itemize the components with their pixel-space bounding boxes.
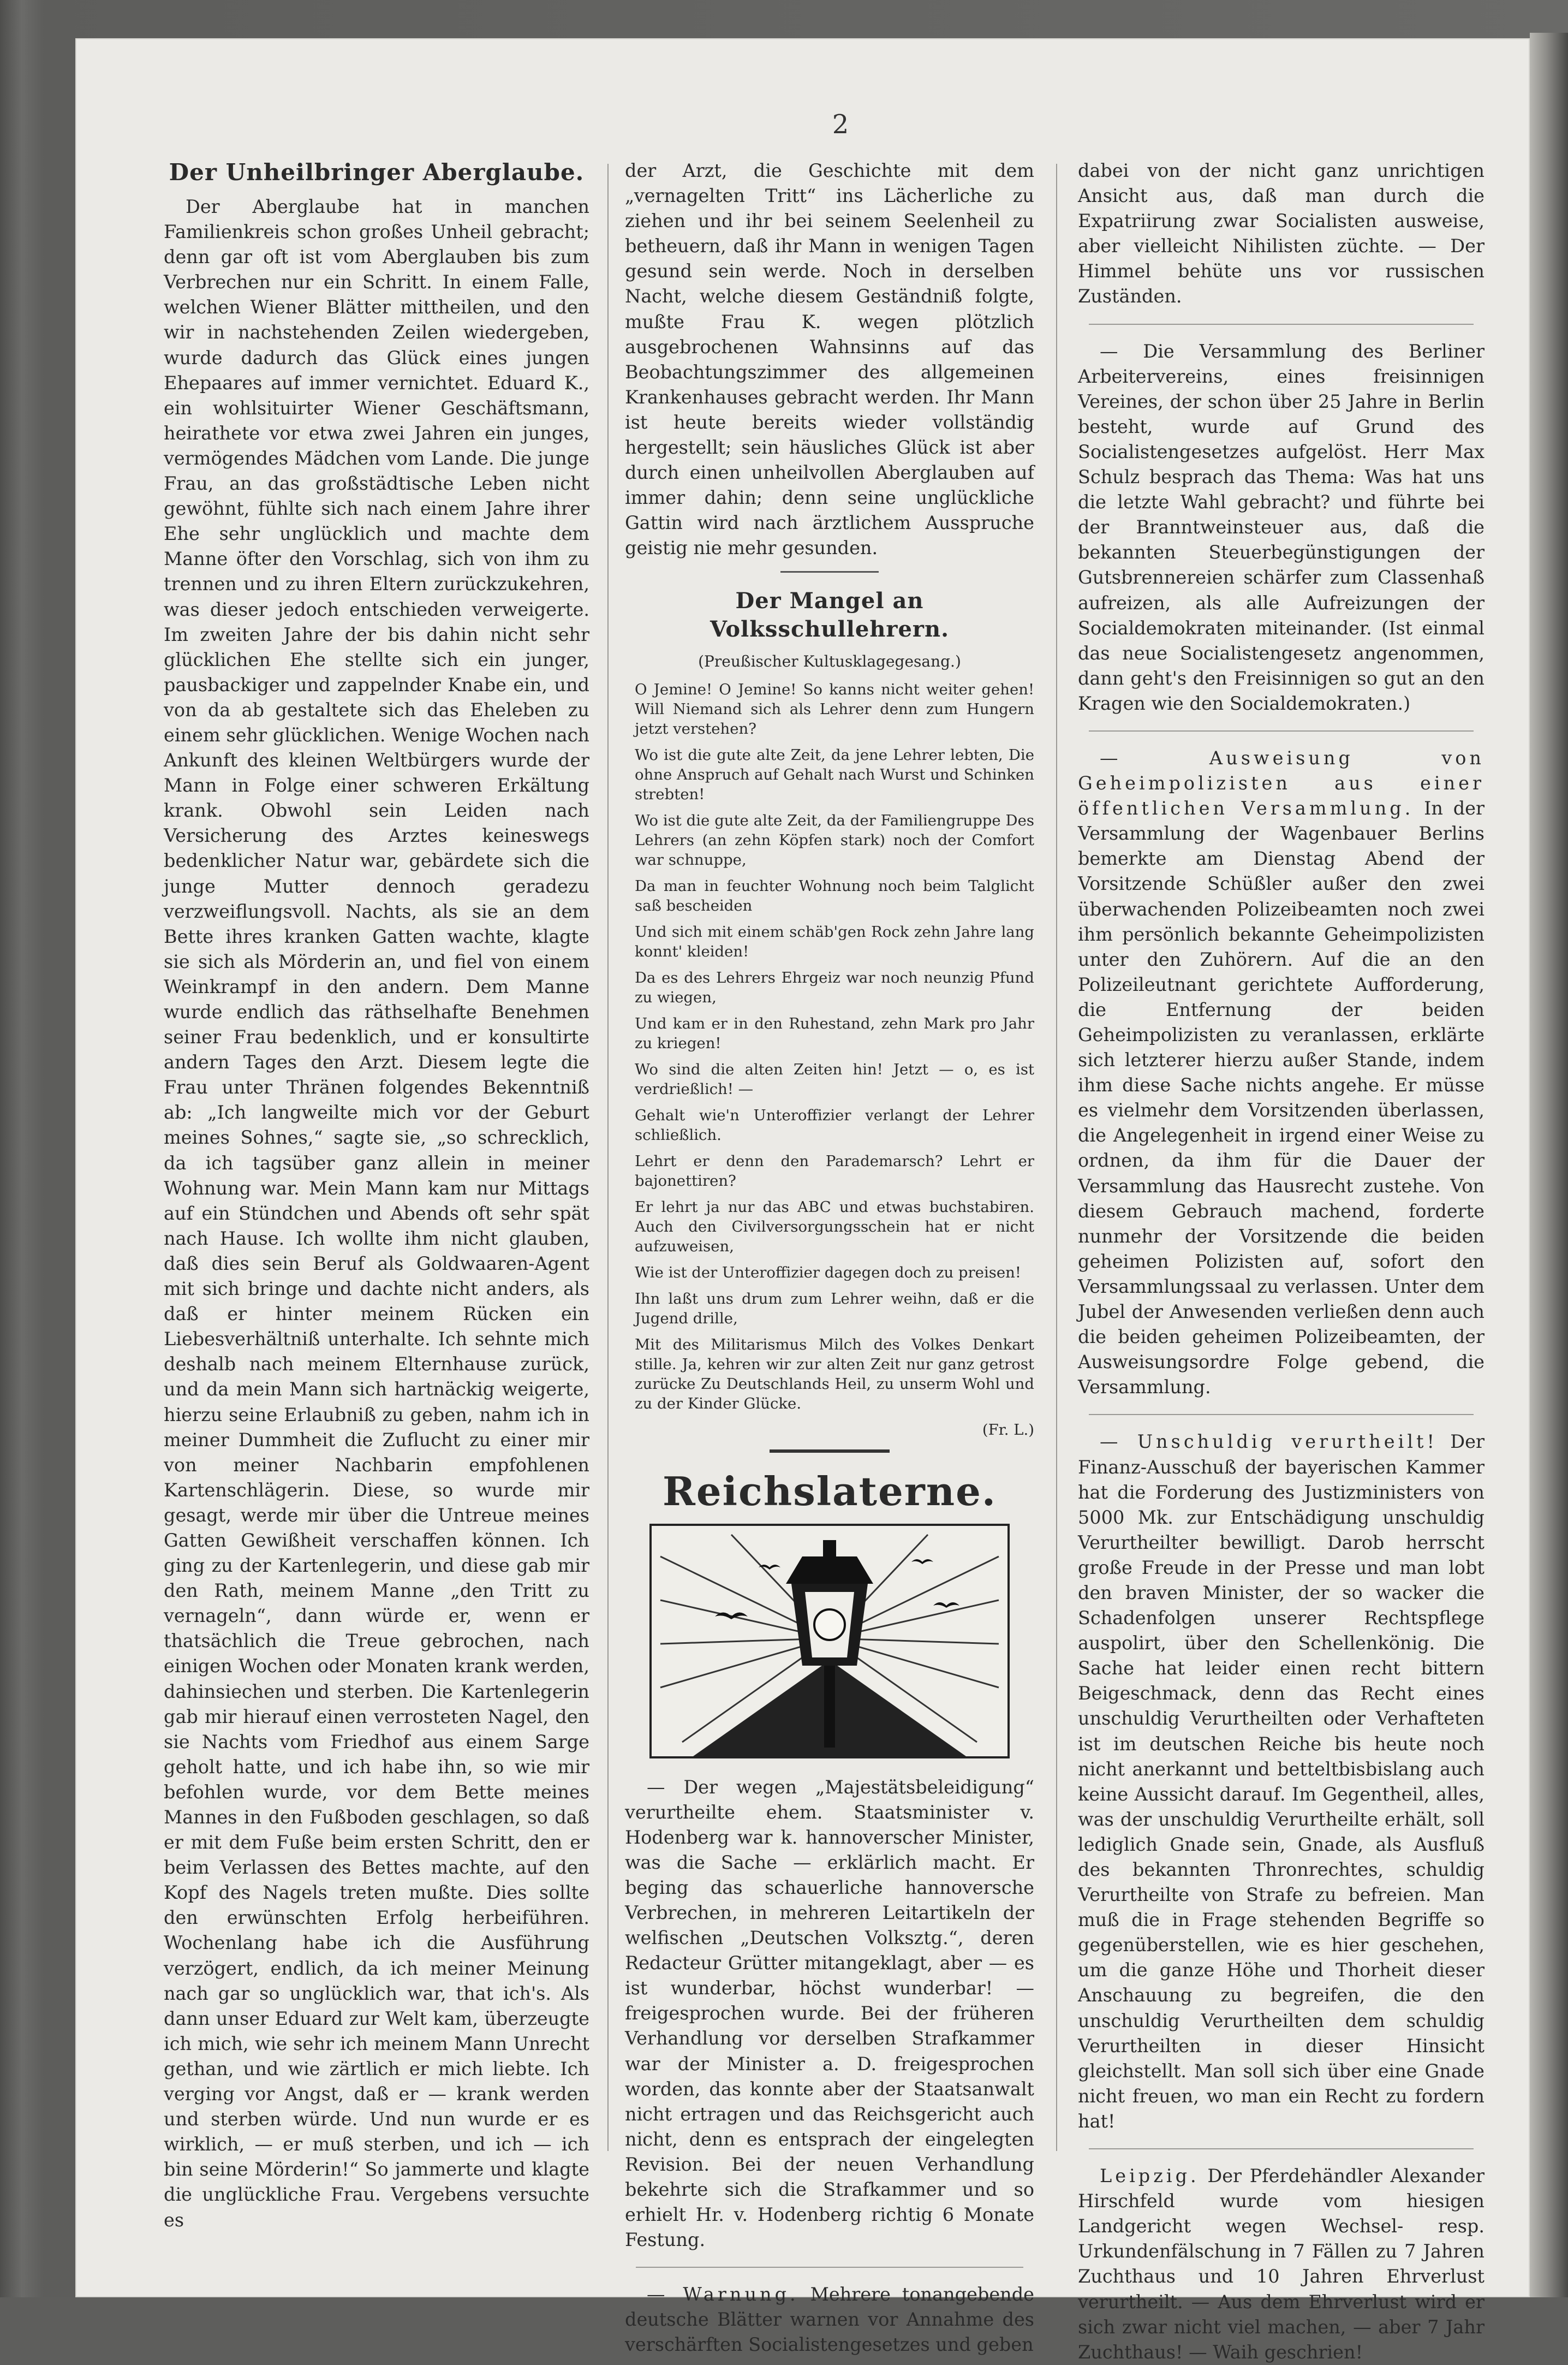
poem-stanza: Lehrt er denn den Parademarsch? Lehrt er bajonettiren? (635, 1152, 1034, 1190)
article-ausweisung-head: — Ausweisung von Geheimpolizisten aus einer öffentlichen Versammlung. (1078, 747, 1484, 819)
article-hodenberg: — Der wegen „Majestätsbeleidigung“ verurtheilte ehem. Staatsminister v. Hodenberg war k. hannoverscher Minister, was die Sache — erklärlich macht. Er beging das schauerliche hannoversche Verbrechen, in mehreren Leitartikeln der welfischen „Deutschen Volksztg.“, deren Redacteur Grütter mitangeklagt, aber — es ist wunderbar, höchst wunderbar! — freigesprochen wurde. Bei der früheren Verhandlung vor derselben Strafkammer war der Minister a. D. freigesprochen worden, das konnte aber der Staatsanwalt nicht ertragen und das Reichsgericht auch nicht, denn es entsprach der eingelegten Revision. Bei der neuen Verhandlung bekehrte sich die Strafkammer und so erhielt Hr. v. Hodenberg richtig 6 Monate Festung. (625, 1776, 1034, 2251)
column-rule-1 (607, 164, 609, 2151)
separator (780, 571, 879, 573)
divider (1089, 324, 1474, 325)
poem-stanza: Wo sind die alten Zeiten hin! Jetzt — o, es ist verdrießlich! — (635, 1060, 1034, 1098)
article-berliner-arbeiterverein: — Die Versammlung des Berliner Arbeitervereins, eines freisinnigen Vereines, der schon über 25 Jahre in Berlin besteht, wurde auf Grund des Socialistengesetzes aufgelöst. Herr Max Schulz besprach das Thema: Was hat uns die letzte Wahl gebracht? und führte bei der Branntweinsteuer aus, daß die bekannten Steuerbegünstigungen der Gutsbrennereien schärfer zum Classenhaß aufreizen, als alle Aufreizungen der Socialdemokraten miteinander. (Ist einmal das neue Socialistengesetz angenommen, dann geht's den Freisinnigen so gut an den Kragen wie den Socialdemokraten.) (1078, 340, 1484, 714)
poem-stanza: Gehalt wie'n Unteroffizier verlangt der Lehrer schließlich. (635, 1106, 1034, 1144)
page-edge (1530, 33, 1568, 2297)
article-leipzig-body: Der Pferdehändler Alexander Hirschfeld wurde vom hiesigen Landgericht wegen Wechsel- resp. Urkundenfälschung in 7 Fällen zu 7 Jahren Zuchthaus und 10 Jahren Ehrverlust verurtheilt. — Aus dem Ehrverlust wird er sich zwar nicht viel machen, — aber 7 Jahr Zuchthaus! — Waih geschrien! (1078, 2165, 1485, 2363)
article-ausweisung-body: In der Versammlung der Wagenbauer Berlins bemerkte am Dienstag Abend der Vorsitzende Schüßler außer den zwei überwachenden Polizeibeamten noch zwei ihm persönlich bekannte Geheimpolizisten unter den Zuhörern. Auf die an den Polizeileutnant gerichtete Aufforderung, die Entfernung der beiden Geheimpolizisten zu veranlassen, erklärte sich letzterer hierzu außer Stande, indem ihm diese Sache nichts angehe. Er müsse es vielmehr dem Vorsitzenden überlassen, die Angelegenheit in irgend einer Weise zu ordnen, da ihm für die Dauer der Versammlung das Hausrecht zustehe. Von diesem Gebrauch machend, forderte nunmehr der Vorsitzende die beiden geheimen Polizisten auf, sofort den Versammlungssaal zu verlassen. Unter dem Jubel der Anwesenden verließen denn auch die beiden geheimen Polizeibeamten, der Ausweisungsordre Folge gebend, die Versammlung. (1078, 798, 1484, 1398)
poem-stanza: Wo ist die gute alte Zeit, da jene Lehrer lebten, Die ohne Anspruch auf Gehalt nach Wurst und Schinken strebten! (635, 746, 1034, 803)
article-continuation-warnung: dabei von der nicht ganz unrichtigen Ansicht aus, daß man durch die Expatriirung zwar Socialisten ausweise, aber vielleicht Nihilisten züchte. — Der Himmel behüte uns vor russischen Zuständen. (1078, 160, 1484, 307)
feature-title-reichslaterne: Reichslaterne. (663, 1467, 997, 1514)
poem-signature: (Fr. L.) (982, 1421, 1034, 1439)
column-1 (164, 158, 589, 2233)
poem (625, 680, 1034, 1440)
poem-stanza: Und sich mit einem schäb'gen Rock zehn Jahre lang konnt' kleiden! (635, 923, 1034, 960)
article-warnung-body: Mehrere tonangebende deutsche Blätter warnen vor Annahme des verschärften Socialistengesetzes und geben (625, 2284, 1035, 2356)
divider (1089, 730, 1474, 732)
column-3 (1078, 158, 1484, 2365)
column-2 (625, 158, 1034, 2358)
poem-stanza: Wie ist der Unteroffizier dagegen doch zu preisen! (635, 1263, 1021, 1281)
divider (1089, 2148, 1474, 2149)
poem-subtitle: (Preußischer Kultusklagegesang.) (698, 652, 961, 670)
article-leipzig (1078, 2164, 1484, 2365)
divider (636, 2267, 1023, 2268)
article-unschuldig-head: — Unschuldig verurtheilt! (1100, 1431, 1438, 1453)
street-lamp-icon (649, 1524, 1010, 1758)
poem-title: Der Mangel an Volksschullehrern. (710, 587, 950, 642)
poem-stanza: Mit des Militarismus Milch des Volkes Denkart stille. Ja, kehren wir zur alten Zeit nur ganz getrost zurücke Zu Deutschlands Heil, zu unserm Wohl und zu der Kinder Glücke. (635, 1335, 1034, 1412)
article-warnung (625, 2282, 1034, 2357)
column-rule-2 (1056, 164, 1057, 2151)
article-unschuldig (1078, 1429, 1484, 2134)
poem-stanza: Wo ist die gute alte Zeit, da der Familiengruppe Des Lehrers (an zehn Köpfen stark) noch der Comfort war schnuppe, (635, 811, 1034, 869)
divider (1089, 1414, 1474, 1415)
poem-stanza: Er lehrt ja nur das ABC und etwas buchstabiren. Auch den Civilversorgungsschein hat er nicht aufzuweisen, (635, 1198, 1034, 1255)
article-title-aberglaube: Der Unheilbringer Aberglaube. (169, 159, 585, 186)
separator-thick (770, 1449, 890, 1453)
article-leipzig-head: Leipzig. (1100, 2165, 1200, 2187)
article-continuation-aberglaube: der Arzt, die Geschichte mit dem „vernagelten Tritt“ ins Lächerliche zu ziehen und ihr bei seinem Seelenheil zu betheuern, daß ihr Mann in wenigen Tagen gesund sein werde. Noch in derselben Nacht, welche diesem Geständniß folgte, mußte Frau K. wegen plötzlich ausgebrochenen Wahnsinns auf das Beobachtungszimmer des allgemeinen Krankenhauses gebracht werden. Ihr Mann ist heute bereits wieder vollständig hergestellt; sein häusliches Glück ist aber durch einen unheilvollen Aberglauben auf immer dahin; denn seine unglückliche Gattin wird nach ärztlichem Ausspruche geistig nie mehr gesunden. (625, 160, 1034, 559)
article-unschuldig-body: Der Finanz-Ausschuß der bayerischen Kammer hat die Forderung des Justizministers von 5000 Mk. zur Entschädigung unschuldig Verurtheilter bewilligt. Darob herrscht große Freude in der Presse und man lobt den braven Minister, der so wacker die Schadenfolgen unserer Rechtspflege auspolirt, über den Schellenkönig. Die Sache hat leider einen recht bittern Beigeschmack, denn das Recht eines unschuldig Verurtheilten oder Verhafteten ist im deutschen Reiche bis heute noch nicht anerkannt und betteltbisbislang auch keine Aussicht darauf. Im Gegentheil, alles, was der unschuldig Verurtheilte erhält, soll lediglich Gnade sein, Gnade, als Ausfluß des bekannten Thronrechtes, schuldig Verurtheilte von Strafe zu befreien. Man muß die in Frage stehenden Begriffe so gegenüberstellen, wie es hier geschehen, um die ganze Höhe und Thorheit dieser Anschauung zu begreifen, die den unschuldig Verurtheilten dem schuldig Verurtheilten in dieser Hinsicht gleichstellt. Man soll sich über eine Gnade nicht freuen, wo man ein Recht zu fordern hat! (1078, 1431, 1484, 2132)
poem-stanza: O Jemine! O Jemine! So kanns nicht weiter gehen! Will Niemand sich als Lehrer denn zum Hungern jetzt verstehen? (635, 680, 1034, 738)
article-ausweisung (1078, 746, 1484, 1400)
article-warnung-head: — Warnung. (647, 2284, 799, 2305)
article-body-aberglaube: Der Aberglaube hat in manchen Familienkreis schon großes Unheil gebracht; denn gar oft ist vom Aberglauben bis zum Verbrechen nur ein Schritt. In einem Falle, welchen Wiener Blätter mittheilen, und den wir in nachstehenden Zeilen wiedergeben, wurde dadurch das Glück eines jungen Ehepaares auf immer vernichtet. Eduard K., ein wohlsituirter Wiener Geschäftsmann, heirathete vor etwa zwei Jahren ein junges, vermögendes Mädchen vom Lande. Die junge Frau, an das großstädtische Leben nicht gewöhnt, fühlte sich nach einem Jahre ihrer Ehe sehr unglücklich und machte dem Manne öfter den Vorschlag, sich von ihm zu trennen und zu ihren Eltern zurückzukehren, was dieser jedoch entschieden verweigerte. Im zweiten Jahre der bis dahin nicht sehr glücklichen Ehe stellte sich ein junger, pausbackiger und zappelnder Knabe ein, und von da ab gestaltete sich das Eheleben zu einem sehr glücklichen. Wenige Wochen nach Ankunft des kleinen Weltbürgers wurde der Mann in Folge einer schweren Erkältung krank. Obwohl sein Leiden nach Versicherung des Arztes keineswegs bedenklicher Natur war, gebärdete sich die junge Mutter dennoch geradezu verzweiflungsvoll. Nachts, als sie an dem Bette ihres kranken Gatten wachte, klagte sie sich als Mörderin an, und fiel von einem Weinkrampf in den andern. Dem Manne wurde endlich das räthselhafte Benehmen seiner Frau bedenklich, und er konsultirte andern Tages den Arzt. Diesem legte die Frau unter Thränen folgendes Bekenntniß ab: „Ich langweilte mich vor der Geburt meines Sohnes,“ sagte sie, „so schrecklich, da ich tagsüber ganz allein in meiner Wohnung war. Mein Mann kam nur Mittags auf ein Stündchen und Abends oft sehr spät nach Hause. Ich wollte ihm nicht glauben, daß dies sein Beruf als Goldwaaren-Agent mit sich bringe und dachte nicht anders, als daß er hinter meinem Rücken ein Liebesverhältniß unterhalte. Ich sehnte mich deshalb nach meinem Elternhause zurück, und da mein Mann sich hartnäckig weigerte, hierzu seine Erlaubniß zu geben, nahm ich in meiner Dummheit die Zuflucht zu einer mir von meiner Nachbarin empfohlenen Kartenschlägerin. Diese, so wurde mir gesagt, werde mir über die Untreue meines Gatten Gewißheit verschaffen können. Ich ging zu der Kartenlegerin, und diese gab mir den Rath, meinem Manne „den Tritt zu vernageln“, dann würde er, wenn er thatsächlich die Treue gebrochen, nach einigen Wochen oder Monaten krank werden, dahinsiechen und sterben. Die Kartenlegerin gab mir hierauf einen verrosteten Nagel, den sie Nachts vom Friedhof aus einem Sarge geholt hatte, und ich habe ihn, so wie mir befohlen wurde, vor dem Bette meines Mannes in den Fußboden geschlagen, so daß er mit dem Fuße beim ersten Schritt, den er beim Verlassen des Bettes machte, auf den Kopf des Nagels treten mußte. Dies sollte den erwünschten Erfolg herbeiführen. Wochenlang habe ich die Ausführung verzögert, endlich, da ich meiner Meinung nach gar so unglücklich war, that ich's. Als dann unser Eduard zur Welt kam, überzeugte ich mich, wie sehr ich meinem Mann Unrecht gethan, und wie zärtlich er mich liebte. Ich verging vor Angst, daß er — krank werden und sterben würde. Und nun wurde er es wirklich, — er muß sterben, und ich — ich bin seine Mörderin!“ So jammerte und klagte die unglückliche Frau. Vergebens versuchte es (164, 196, 589, 2231)
page-number: 2 (832, 109, 849, 140)
poem-stanza: Da man in feuchter Wohnung noch beim Talglicht saß bescheiden (635, 877, 1034, 914)
poem-stanza: Und kam er in den Ruhestand, zehn Mark pro Jahr zu kriegen! (635, 1014, 1034, 1052)
poem-stanza: Ihn laßt uns drum zum Lehrer weihn, daß er die Jugend drille, (635, 1290, 1034, 1327)
poem-stanza: Da es des Lehrers Ehrgeiz war noch neunzig Pfund zu wiegen, (635, 968, 1034, 1006)
